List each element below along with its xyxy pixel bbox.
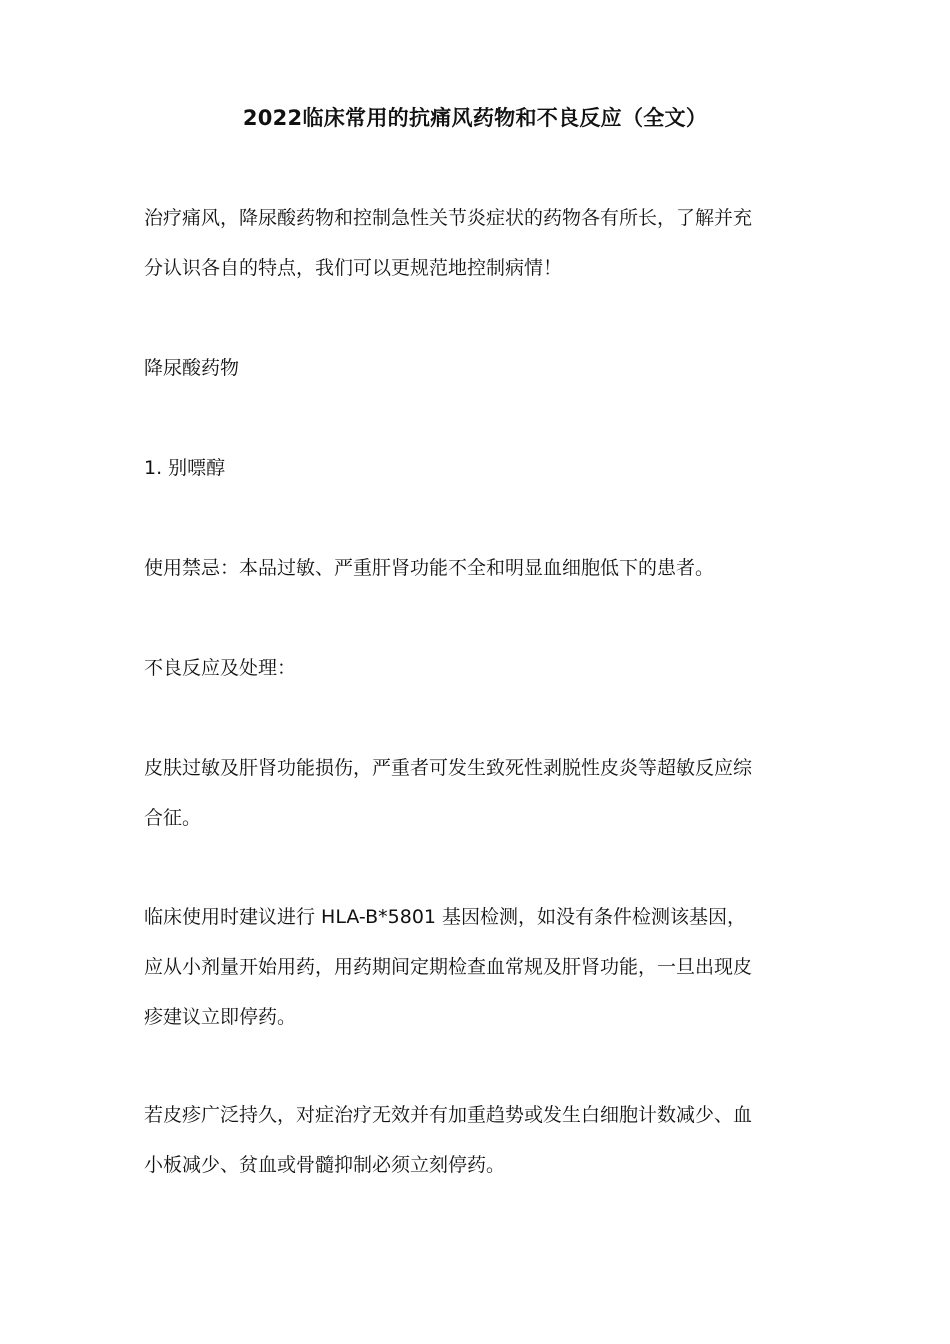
paragraph-intro [144,193,824,293]
paragraph-line: 应从小剂量开始用药，用药期间定期检查血常规及肝肾功能，一旦出现皮 [144,956,753,978]
paragraph-stop-medication [144,1090,824,1190]
paragraph-line: 降尿酸药物 [144,357,240,379]
paragraph-line: 小板减少、贫血或骨髓抑制必须立刻停药。 [144,1154,506,1176]
section-heading-urate-lowering [144,343,824,393]
paragraph-line: 不良反应及处理： [144,657,297,679]
paragraph-adverse-reactions-heading [144,643,824,693]
paragraph-contraindications [144,543,824,593]
subsection-heading-allopurinol [144,443,824,493]
paragraph-line: 分认识各自的特点，我们可以更规范地控制病情！ [144,257,563,279]
paragraph-line: 合征。 [144,807,202,829]
paragraph-line: 若皮疹广泛持久，对症治疗无效并有加重趋势或发生白细胞计数减少、血 [144,1104,753,1126]
paragraph-line: 疹建议立即停药。 [144,1006,297,1028]
paragraph-line: 皮肤过敏及肝肾功能损伤，严重者可发生致死性剥脱性皮炎等超敏反应综 [144,757,753,779]
paragraph-line: 使用禁忌：本品过敏、严重肝肾功能不全和明显血细胞低下的患者。 [144,557,715,579]
document-title: 2022临床常用的抗痛风药物和不良反应（全文） [242,106,708,130]
paragraph-line: 治疗痛风，降尿酸药物和控制急性关节炎症状的药物各有所长，了解并充 [144,207,753,229]
paragraph-gene-testing [144,892,824,1042]
paragraph-line: 临床使用时建议进行 HLA-B*5801 基因检测，如没有条件检测该基因， [144,906,747,928]
paragraph-skin-allergy [144,743,824,843]
paragraph-line: 1. 别嘌醇 [144,457,226,479]
